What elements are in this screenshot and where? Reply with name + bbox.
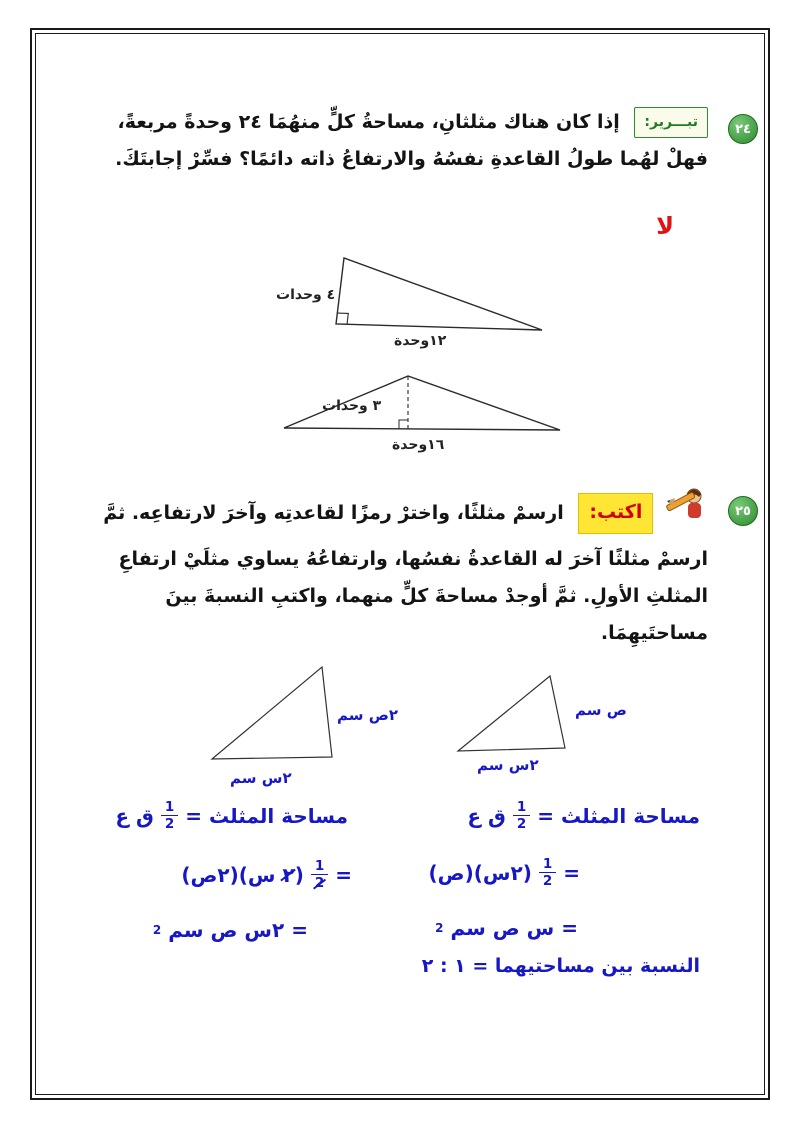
figure2-base-label: ١٦وحدة [392, 437, 445, 453]
area-ratio-line: النسبة بين مساحتيهما = ١ : ٢ [421, 955, 700, 977]
substituted-terms: (٢س)(ص) [428, 860, 532, 885]
cancelled-denominator: 2 [314, 875, 325, 892]
question-24-answer: لا [656, 212, 674, 240]
question-24-number-badge [728, 114, 758, 144]
solution-large-line3 [153, 918, 308, 942]
result-terms: ٢س ص سم [168, 918, 285, 942]
small-triangle-base-label: ٢س سم [477, 756, 539, 774]
substituted-terms-cancelled: (٢ س)(٢ص) [181, 862, 304, 887]
solution-small-line1 [467, 799, 700, 832]
figure2-height-label: ٣ وحدات [322, 398, 382, 414]
half-fraction: $\frac{1}{2}$ [161, 799, 178, 832]
formula-terms: ق ع [467, 803, 506, 828]
equals-sign: = [561, 916, 578, 940]
justify-badge: تبـــرير: [634, 107, 708, 138]
question-24-text: إذا كان هناك مثلثانِ، مساحةُ كلٍّ منهُمَا ٢٤ وحدةً مربعةً، فهلْ لهُما طولُ القاعدةِ نفسُهُ والارتفاعُ ذاته دائمًا؟ فسِّرْ إجابتَكَ. [115, 111, 708, 171]
solution-small-line3 [435, 916, 578, 940]
area-formula-label: مساحة المثلث = [185, 803, 348, 828]
question-24 [83, 104, 708, 178]
figure1-base-label: ١٢وحدة [394, 333, 447, 349]
squared-exponent: 2 [435, 921, 444, 935]
half-fraction: $\frac{1}{2}$ [539, 856, 556, 889]
formula-terms: ق ع [115, 803, 154, 828]
write-badge: اكتب: [578, 493, 653, 534]
half-fraction: $\frac{1}{2}$ [513, 799, 530, 832]
triangle-figure-4x12 [330, 254, 550, 339]
question-25 [83, 486, 708, 652]
question-25-number: ٢٥ [735, 503, 751, 519]
question-24-number: ٢٤ [735, 121, 751, 137]
equals-sign: = [563, 860, 580, 885]
triangle-figure-large [208, 664, 338, 762]
half-fraction-cancelled: $\frac{1}{2}$ [311, 858, 328, 891]
large-triangle-height-label: ٢ص سم [337, 706, 399, 724]
triangle-figure-small [455, 674, 570, 754]
area-formula-label: مساحة المثلث = [537, 803, 700, 828]
result-terms: س ص سم [450, 916, 555, 940]
question-25-text: ارسمْ مثلثًا، واخترْ رمزًا لقاعدتِه وآخرَ لارتفاعِه. ثمَّ ارسمْ مثلثًا آخرَ له القاعدةُ نفسُها، وارتفاعُهُ يساوي مثلَيْ ارتفاعِ المثلثِ الأولِ. ثمَّ أوجدْ مساحةَ كلٍّ منهما، واكتبِ النسبةَ بينَ مساحتَيهِمَا. [103, 502, 708, 645]
solution-small-line2 [429, 856, 580, 889]
equals-sign: = [335, 862, 352, 887]
question-25-number-badge [728, 496, 758, 526]
right-angle-marker [337, 313, 348, 324]
solution-large-line1 [115, 799, 348, 832]
small-triangle-height-label: ص سم [575, 701, 627, 719]
large-triangle-base-label: ٢س سم [230, 769, 292, 787]
cancelled-coefficient: ٢ [282, 862, 295, 887]
figure1-height-label: ٤ وحدات [276, 287, 336, 303]
equals-sign: = [291, 918, 308, 942]
squared-exponent: 2 [152, 923, 162, 937]
right-angle-marker [399, 420, 408, 429]
writer-icon [664, 486, 708, 541]
solution-large-line2 [181, 858, 352, 891]
